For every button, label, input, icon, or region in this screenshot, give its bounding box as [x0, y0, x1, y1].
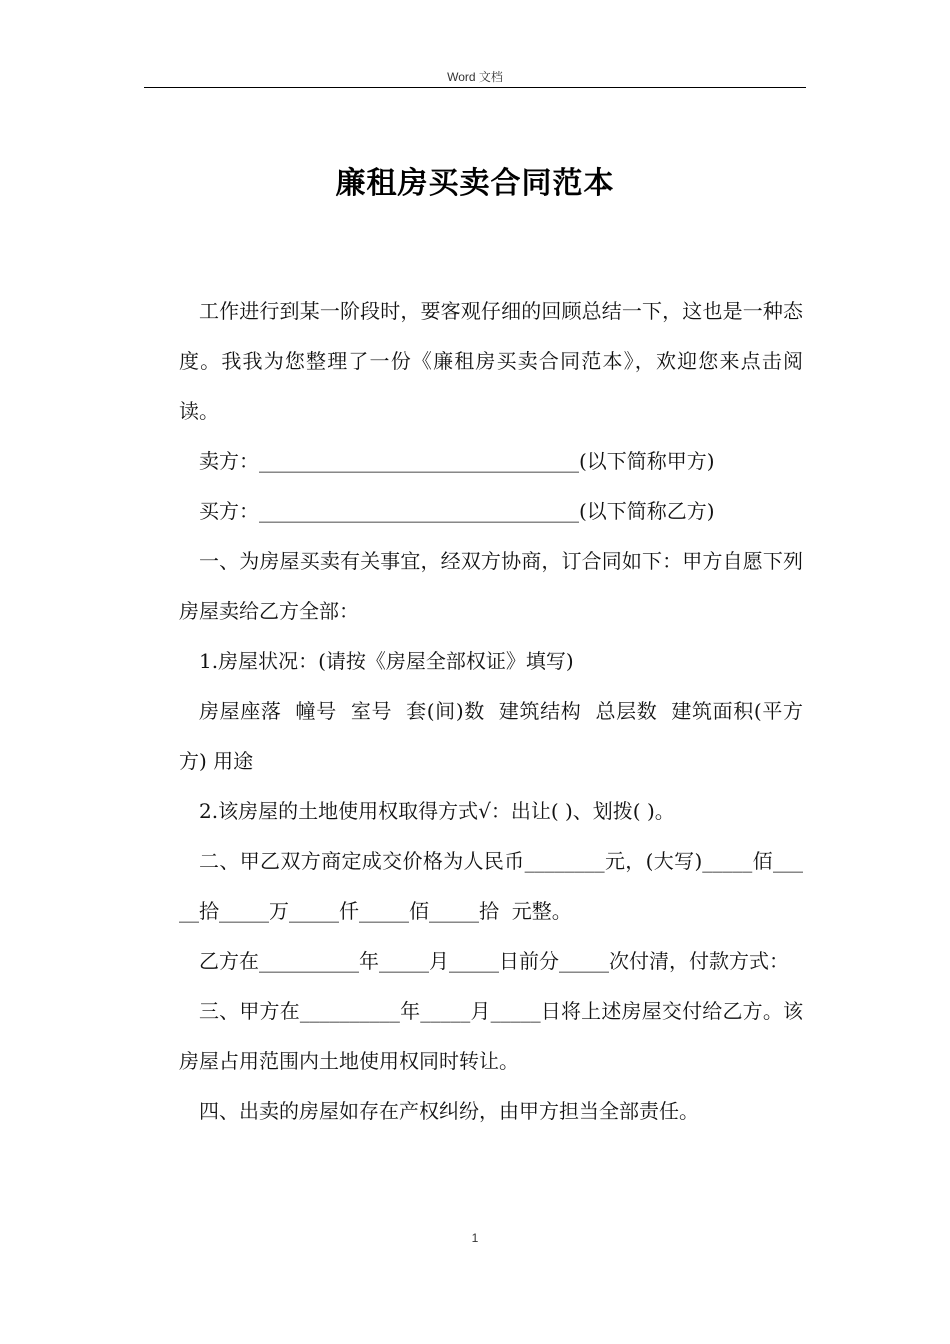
paragraph-house-status: 1.房屋状况：(请按《房屋全部权证》填写) [199, 649, 574, 673]
paragraph-buyer: 买方：________________________________(以下简称乙方) [199, 499, 715, 523]
document-title: 廉租房买卖合同范本 [335, 166, 615, 201]
page-number: 1 [471, 1231, 479, 1245]
paragraph-seller: 卖方：________________________________(以下简称甲方) [199, 449, 715, 473]
document-header-label: Word 文档 [447, 70, 503, 84]
header-divider [144, 87, 806, 88]
paragraph-intro: 工作进行到某一阶段时，要客观仔细的回顾总结一下，这也是一种态度。我我为您整理了一份《廉租房买卖合同范本》，欢迎您来点击阅读。 [179, 299, 803, 423]
paragraph-payment: 乙方在__________年_____月_____日前分_____次付清，付款方式： [199, 949, 789, 973]
paragraph-clause-1: 一、为房屋买卖有关事宜，经双方协商，订合同如下：甲方自愿下列房屋卖给乙方全部： [179, 549, 803, 623]
paragraph-house-fields: 房屋座落 幢号 室号 套(间)数 建筑结构 总层数 建筑面积(平方方) 用途 [179, 699, 803, 773]
paragraph-clause-2-price: 二、甲乙双方商定成交价格为人民币________元，(大写)_____佰_____拾_____万_____仟_____佰_____拾 元整。 [179, 849, 803, 923]
paragraph-clause-4-dispute: 四、出卖的房屋如存在产权纠纷，由甲方担当全部责任。 [199, 1099, 699, 1123]
paragraph-land-use: 2.该房屋的土地使用权取得方式√：出让( )、划拨( )。 [199, 799, 675, 823]
document-body [179, 286, 803, 1136]
paragraph-clause-3-delivery: 三、甲方在__________年_____月_____日将上述房屋交付给乙方。该房屋占用范围内土地使用权同时转让。 [179, 999, 803, 1073]
